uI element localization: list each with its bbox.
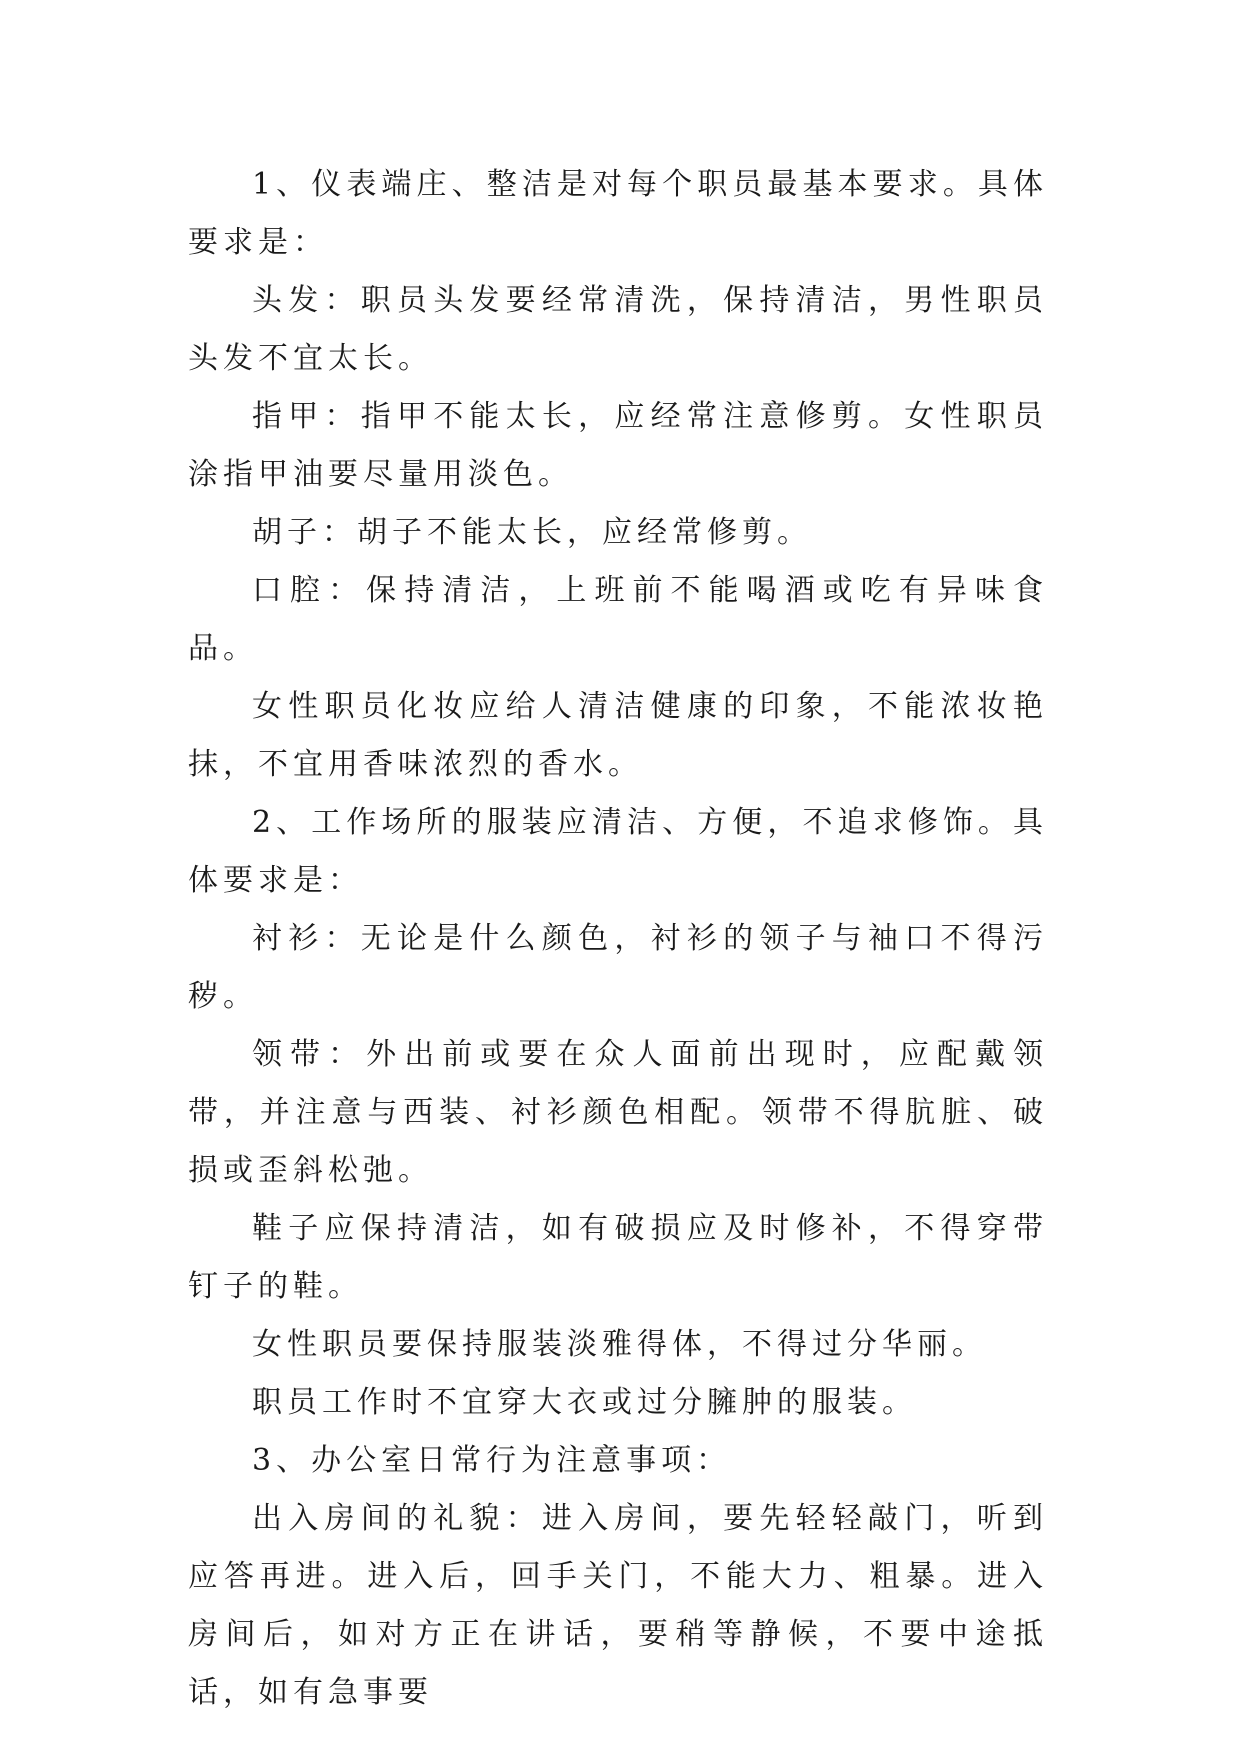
paragraph-shirt: 衬衫：无论是什么颜色，衬衫的领子与袖口不得污秽。: [188, 921, 1048, 1014]
paragraph-appearance-requirements: 1、仪表端庄、整洁是对每个职员最基本要求。具体要求是：: [188, 167, 1048, 260]
paragraph-beard: 胡子：胡子不能太长，应经常修剪。: [252, 515, 812, 550]
paragraph-room-etiquette: 出入房间的礼貌：进入房间，要先轻轻敲门，听到应答再进。进入后，回手关门，不能大力、粗暴。进入房间后，如对方正在讲话，要稍等静候，不要中途抵话，如有急事要: [188, 1501, 1048, 1710]
paragraph-shoes: 鞋子应保持清洁，如有破损应及时修补，不得穿带钉子的鞋。: [188, 1211, 1048, 1304]
paragraph-coat: 职员工作时不宜穿大衣或过分臃肿的服装。: [252, 1385, 917, 1420]
paragraph-clothing-requirements: 2、工作场所的服装应清洁、方便，不追求修饰。具体要求是：: [188, 805, 1048, 898]
paragraph-mouth: 口腔：保持清洁，上班前不能喝酒或吃有异味食品。: [188, 573, 1048, 666]
paragraph-female-clothing: 女性职员要保持服装淡雅得体，不得过分华丽。: [252, 1327, 987, 1362]
paragraph-hair: 头发：职员头发要经常清洗，保持清洁，男性职员头发不宜太长。: [188, 283, 1048, 376]
paragraph-tie: 领带：外出前或要在众人面前出现时，应配戴领带，并注意与西装、衬衫颜色相配。领带不得肮脏、破损或歪斜松弛。: [188, 1037, 1048, 1188]
document-body: [188, 156, 1048, 1722]
paragraph-office-behavior: 3、办公室日常行为注意事项：: [252, 1443, 732, 1478]
paragraph-makeup: 女性职员化妆应给人清洁健康的印象，不能浓妆艳抹，不宜用香味浓烈的香水。: [188, 689, 1048, 782]
paragraph-nails: 指甲：指甲不能太长，应经常注意修剪。女性职员涂指甲油要尽量用淡色。: [188, 399, 1048, 492]
